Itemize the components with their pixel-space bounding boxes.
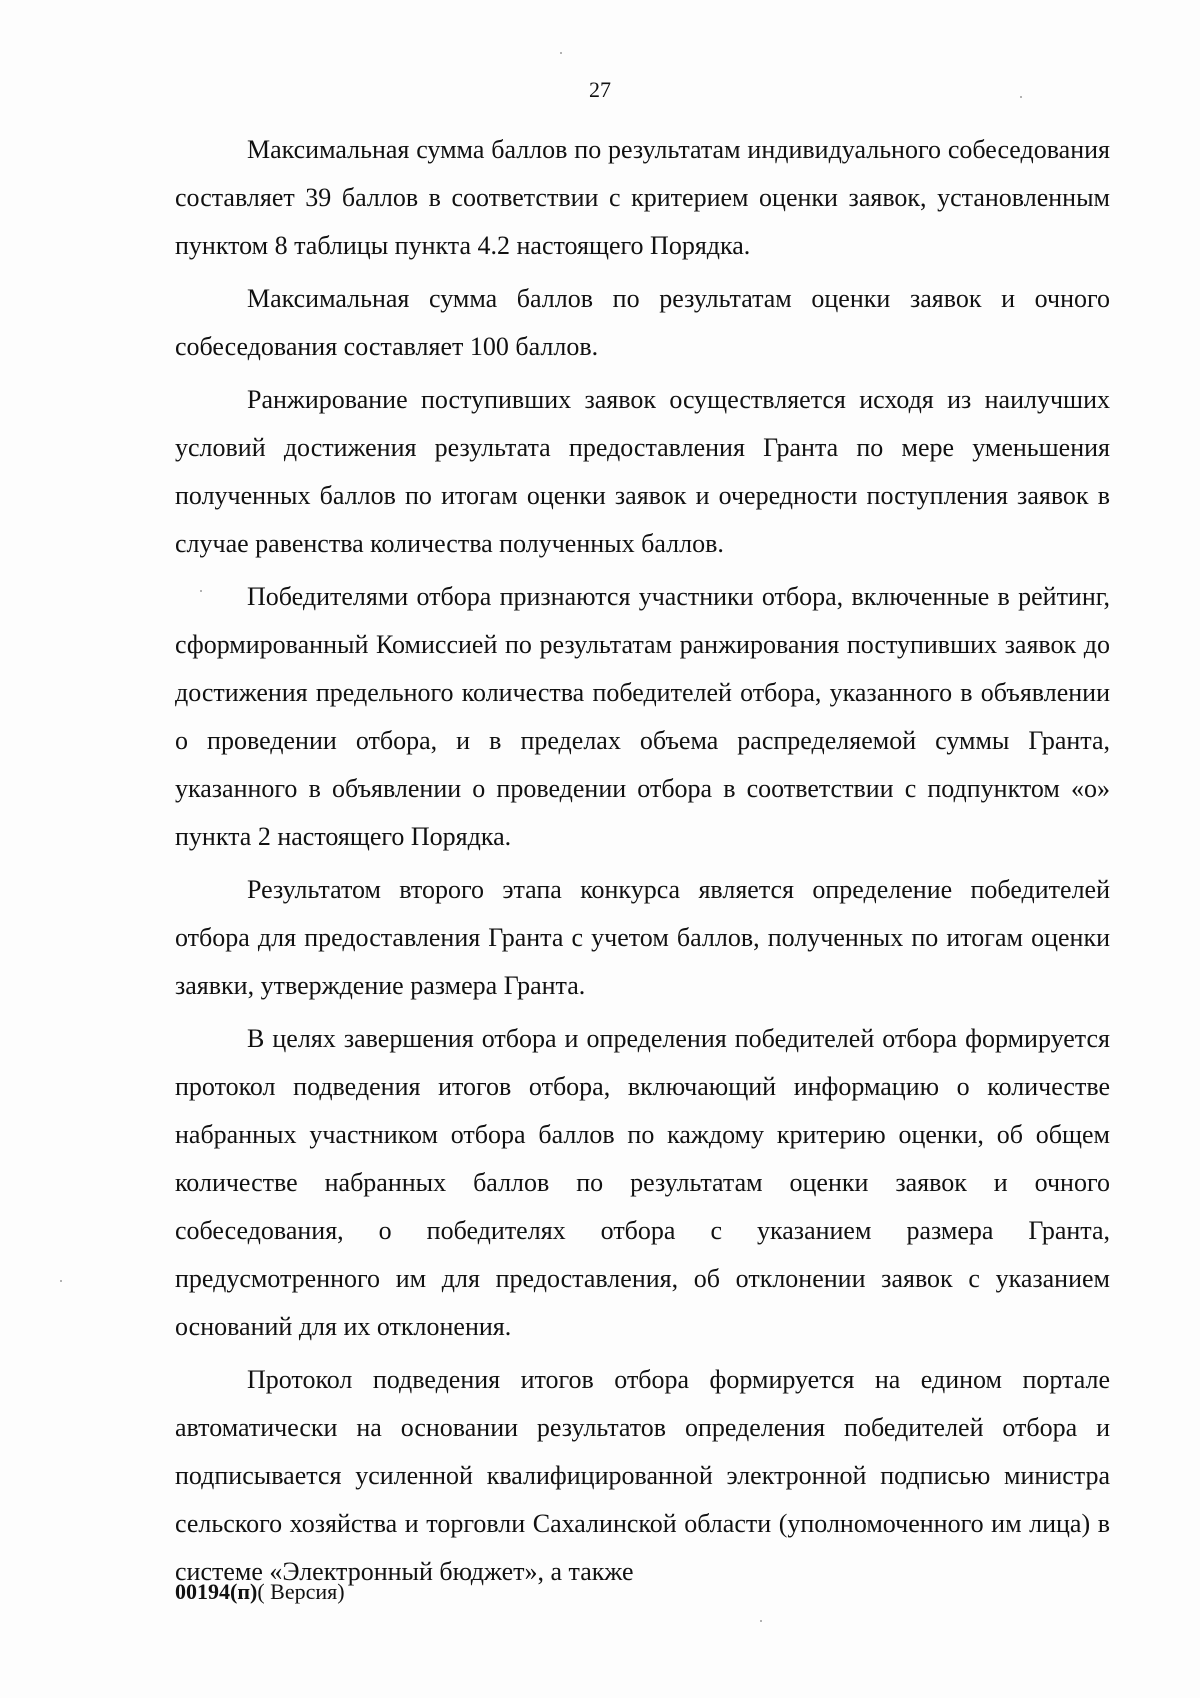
- paragraph: Результатом второго этапа конкурса является определение победителей отбора для предоставления Гранта с учетом баллов, полученных по итогам оценки заявки, утверждение размера Гранта.: [175, 875, 1110, 1000]
- paragraph: Победителями отбора признаются участники отбора, включенные в рейтинг, сформированный Комиссией по результатам ранжирования поступивших заявок до достижения предельного количества победителей отбора, указанного в объявлении о проведении отбора, и в пределах объема распределяемой суммы Гранта, указанного в объявлении о проведении отбора в соответствии с подпунктом «о» пункта 2 настоящего Порядка.: [175, 582, 1110, 851]
- paragraph: Протокол подведения итогов отбора формируется на едином портале автоматически на основании результатов определения победителей отбора и подписывается усиленной квалифицированной электронной подписью министра сельского хозяйства и торговли Сахалинской области (уполномоченного им лица) в системе «Электронный бюджет», а также: [175, 1365, 1110, 1586]
- version-label: ( Версия): [257, 1579, 345, 1604]
- document-code: 00194(п): [175, 1579, 258, 1604]
- paragraph: Ранжирование поступивших заявок осуществляется исходя из наилучших условий достижения результата предоставления Гранта по мере уменьшения полученных баллов по итогам оценки заявок и очередности поступления заявок в случае равенства количества полученных баллов.: [175, 385, 1110, 558]
- scan-speck: [560, 52, 562, 54]
- document-body: [175, 126, 1110, 1601]
- paragraph: Максимальная сумма баллов по результатам индивидуального собеседования составляет 39 баллов в соответствии с критерием оценки заявок, установленным пунктом 8 таблицы пункта 4.2 настоящего Порядка.: [175, 135, 1110, 260]
- scan-speck: [1020, 96, 1022, 98]
- scan-speck: [60, 1280, 62, 1282]
- scan-speck: [760, 1620, 762, 1622]
- scan-speck: [200, 590, 202, 592]
- paragraph: Максимальная сумма баллов по результатам оценки заявок и очного собеседования составляет 100 баллов.: [175, 284, 1110, 361]
- document-footer: [175, 1578, 345, 1606]
- page-number: 27: [589, 77, 611, 102]
- paragraph: В целях завершения отбора и определения победителей отбора формируется протокол подведения итогов отбора, включающий информацию о количестве набранных участником отбора баллов по каждому критерию оценки, об общем количестве набранных баллов по результатам оценки заявок и очного собеседования, о победителях отбора с указанием размера Гранта, предусмотренного им для предоставления, об отклонении заявок с указанием оснований для их отклонения.: [175, 1024, 1110, 1341]
